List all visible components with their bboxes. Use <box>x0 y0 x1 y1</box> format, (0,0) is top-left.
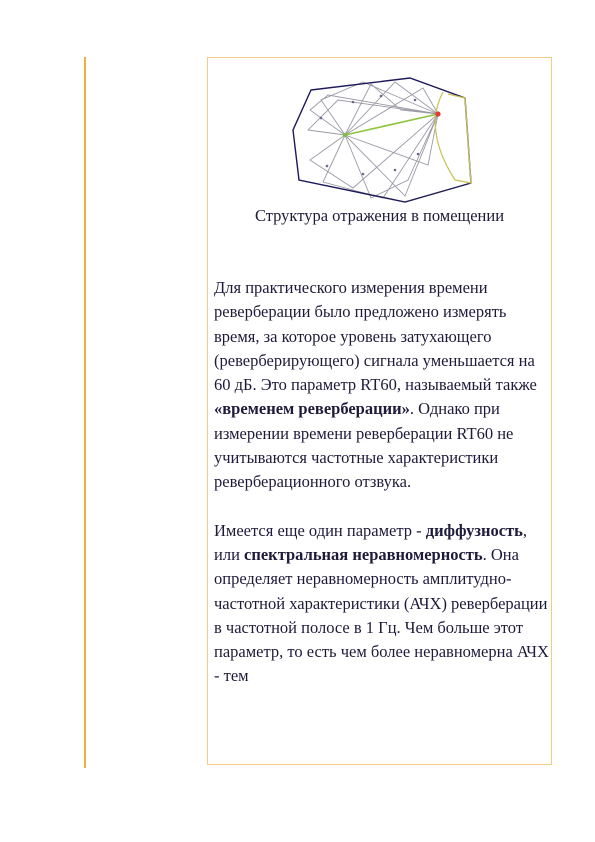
listener-curve <box>435 92 455 180</box>
figure-caption: Структура отражения в помещении <box>254 206 505 225</box>
body-text <box>214 276 550 689</box>
term-spectral-unevenness: спектральная неравномерность <box>244 544 483 564</box>
left-margin-rule <box>84 57 86 768</box>
source-point <box>343 133 347 137</box>
reflection-paths <box>308 82 438 198</box>
room-reflection-diagram <box>283 70 483 210</box>
reflection-arrow-marks <box>320 95 420 176</box>
paragraph-diffusion: Имеется еще один параметр - диффузность, или спектральная неравномерность. Она определяет неравномерность амплитудно-частотной характеристики (АЧХ) реверберации в частотной полосе в 1 Гц. Чем больше этот параметр, то есть чем более неравномерна АЧХ - тем <box>214 520 549 686</box>
content-frame <box>207 57 552 765</box>
listener-point <box>435 111 440 116</box>
paragraph-rt60: Для практического измерения времени реверберации было предложено измерять время, за которое уровень затухающего (реверберирующего) сигнала уменьшается на 60 дБ. Это параметр RT60, называемый также «временем реверберации». Однако при измерении времени реверберации RT60 не учитываются частотные характеристики реверберационного отзвука. <box>214 278 537 492</box>
term-reverb-time: «временем реверберации» <box>214 399 410 419</box>
term-diffusion: диффузность <box>425 520 523 540</box>
direct-path <box>345 114 438 135</box>
